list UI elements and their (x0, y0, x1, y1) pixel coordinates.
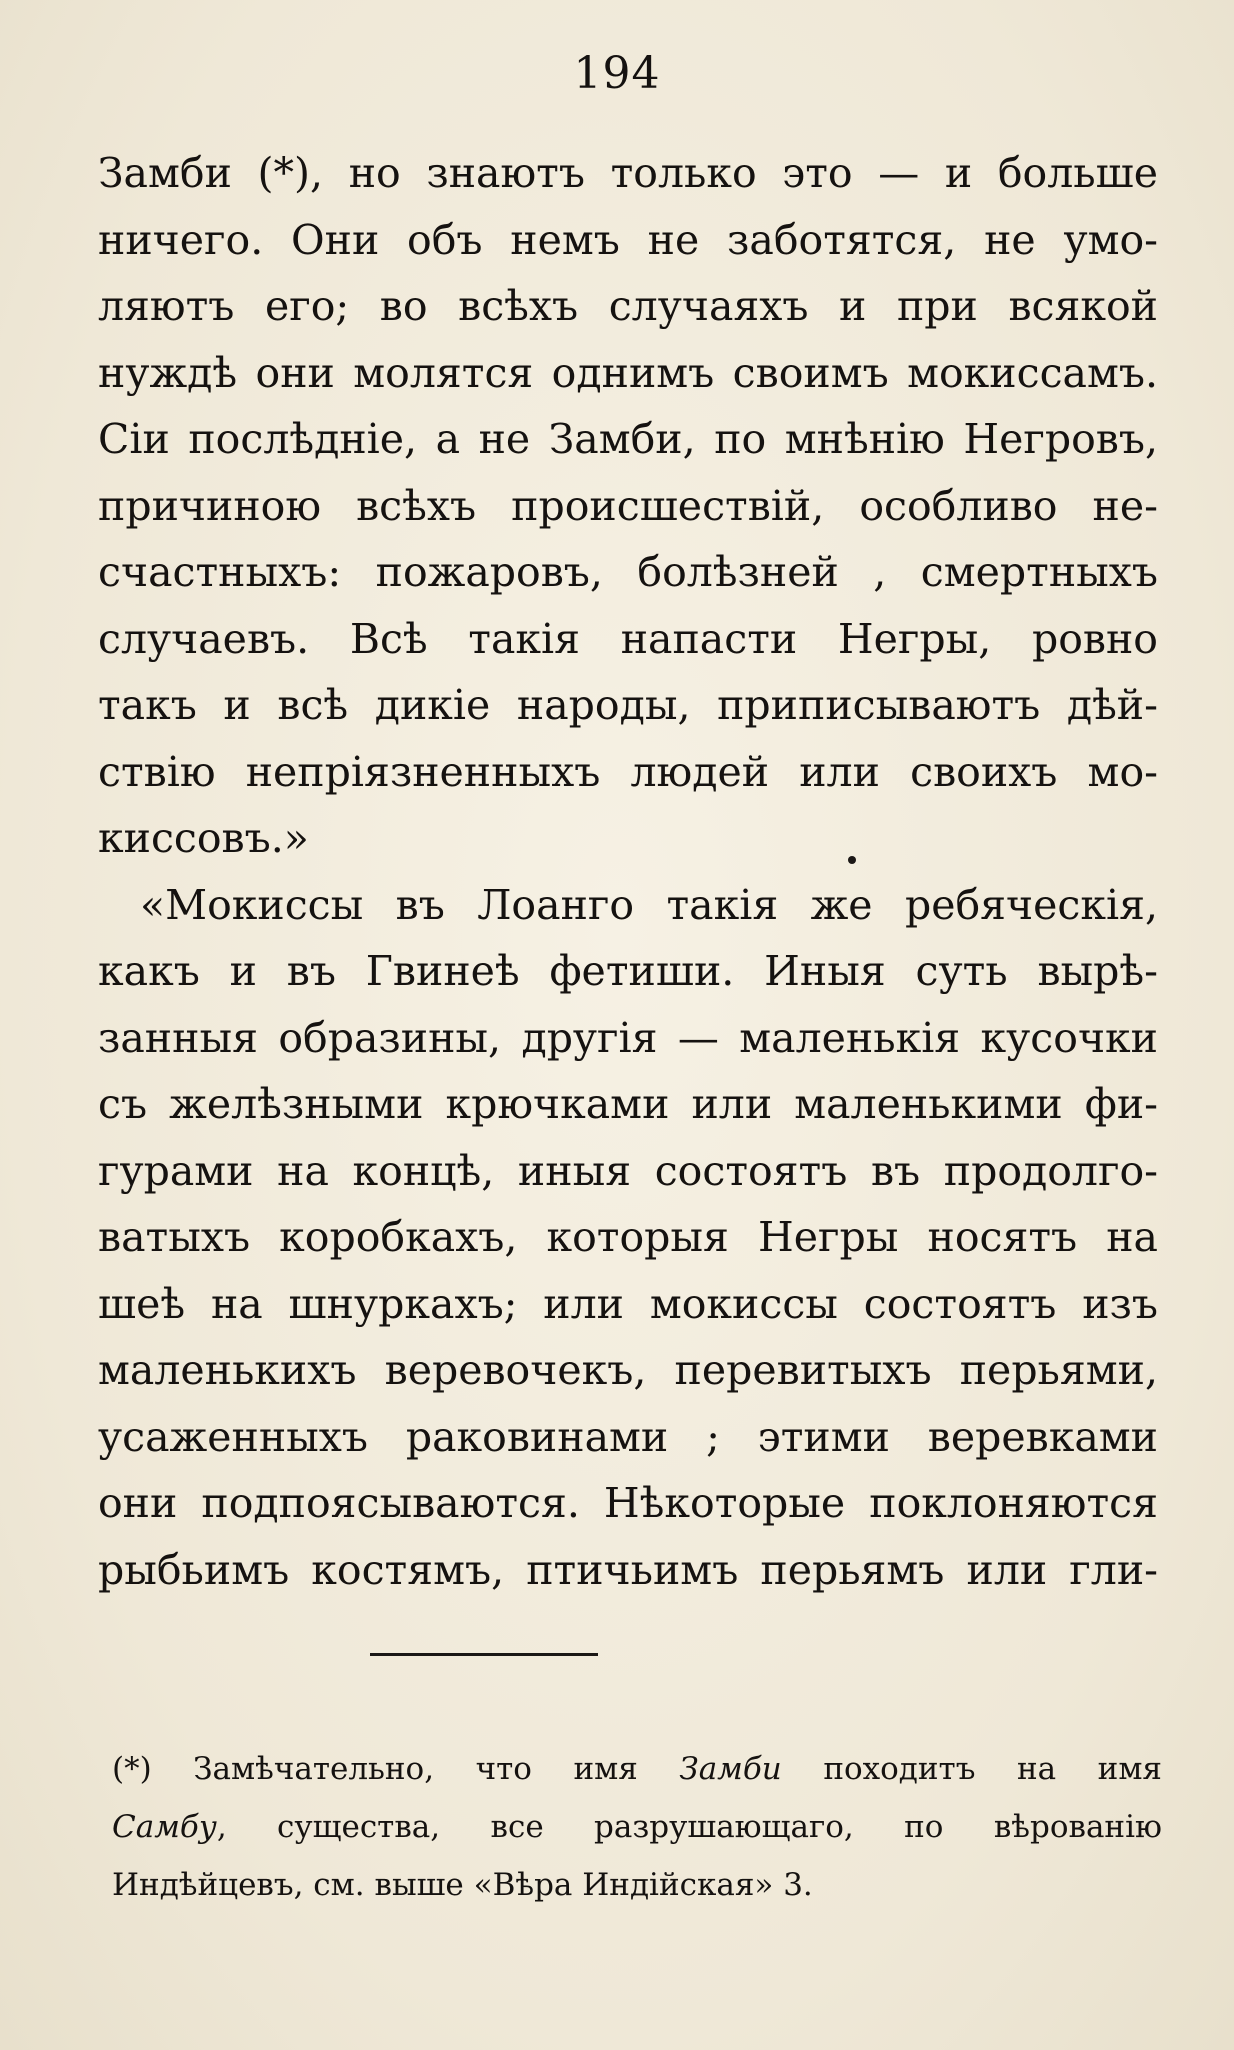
page-number: 194 (573, 48, 661, 99)
footnote-text: (*) Замѣчательно, что имя (112, 1751, 680, 1787)
text-line: ничего. Они объ немъ не заботятся, не умо- (98, 215, 1158, 264)
text-line: случаевъ. Всѣ такія напасти Негры, ровно (98, 614, 1158, 663)
text-line: Замби (*), но знаютъ только это — и больше (98, 149, 1158, 197)
footnote-italic-name: Замби (679, 1751, 782, 1787)
footnote-line (112, 1798, 1162, 1856)
footnote (112, 1740, 1162, 1914)
footnote-italic-name: Самбу (112, 1809, 217, 1845)
footnote-text: походитъ на имя (781, 1751, 1162, 1787)
text-line: занныя образины, другія — маленькія кусочки (98, 1013, 1158, 1062)
text-line: нуждѣ они молятся однимъ своимъ мокиссамъ. (98, 348, 1158, 397)
text-line: «Мокиссы въ Лоанго такія же ребяческія, (140, 880, 1158, 929)
text-line: шеѣ на шнуркахъ; или мокиссы состоятъ изъ (98, 1279, 1158, 1328)
text-line: Сіи послѣдніе, а не Замби, по мнѣнію Негровъ, (98, 415, 1158, 463)
text-line: усаженныхъ раковинами ; этими веревками (98, 1412, 1158, 1461)
text-line: маленькихъ веревочекъ, перевитыхъ перьями, (98, 1346, 1158, 1394)
text-line: они подпоясываются. Нѣкоторые поклоняются (98, 1479, 1158, 1527)
text-line: рыбьимъ костямъ, птичьимъ перьямъ или гли- (98, 1545, 1158, 1594)
text-line: ляютъ его; во всѣхъ случаяхъ и при всякой (98, 282, 1158, 330)
text-line: киссовъ.» (98, 814, 309, 862)
text-line: ствію непріязненныхъ людей или своихъ мо- (98, 747, 1158, 796)
footnote-divider (370, 1653, 598, 1656)
text-line: съ желѣзными крючками или маленькими фи- (98, 1080, 1158, 1128)
text-line: какъ и въ Гвинеѣ фетиши. Иныя суть вырѣ- (98, 947, 1158, 995)
text-line: такъ и всѣ дикіе народы, приписываютъ дѣй- (98, 681, 1158, 729)
text-line: ватыхъ коробкахъ, которыя Негры носятъ на (98, 1213, 1158, 1261)
text-line: счастныхъ: пожаровъ, болѣзней , смертныхъ (98, 548, 1158, 596)
footnote-line: Индѣйцевъ, см. выше «Вѣра Индійская» 3. (112, 1867, 813, 1903)
text-line: гурами на концѣ, иныя состоятъ въ продолго- (98, 1146, 1158, 1195)
footnote-text: , существа, все разрушающаго, по вѣрованію (216, 1809, 1162, 1845)
footnote-line (112, 1740, 1162, 1798)
print-speck (848, 856, 856, 864)
main-text (98, 140, 1158, 1603)
text-line: причиною всѣхъ происшествій, особливо не- (98, 481, 1158, 530)
